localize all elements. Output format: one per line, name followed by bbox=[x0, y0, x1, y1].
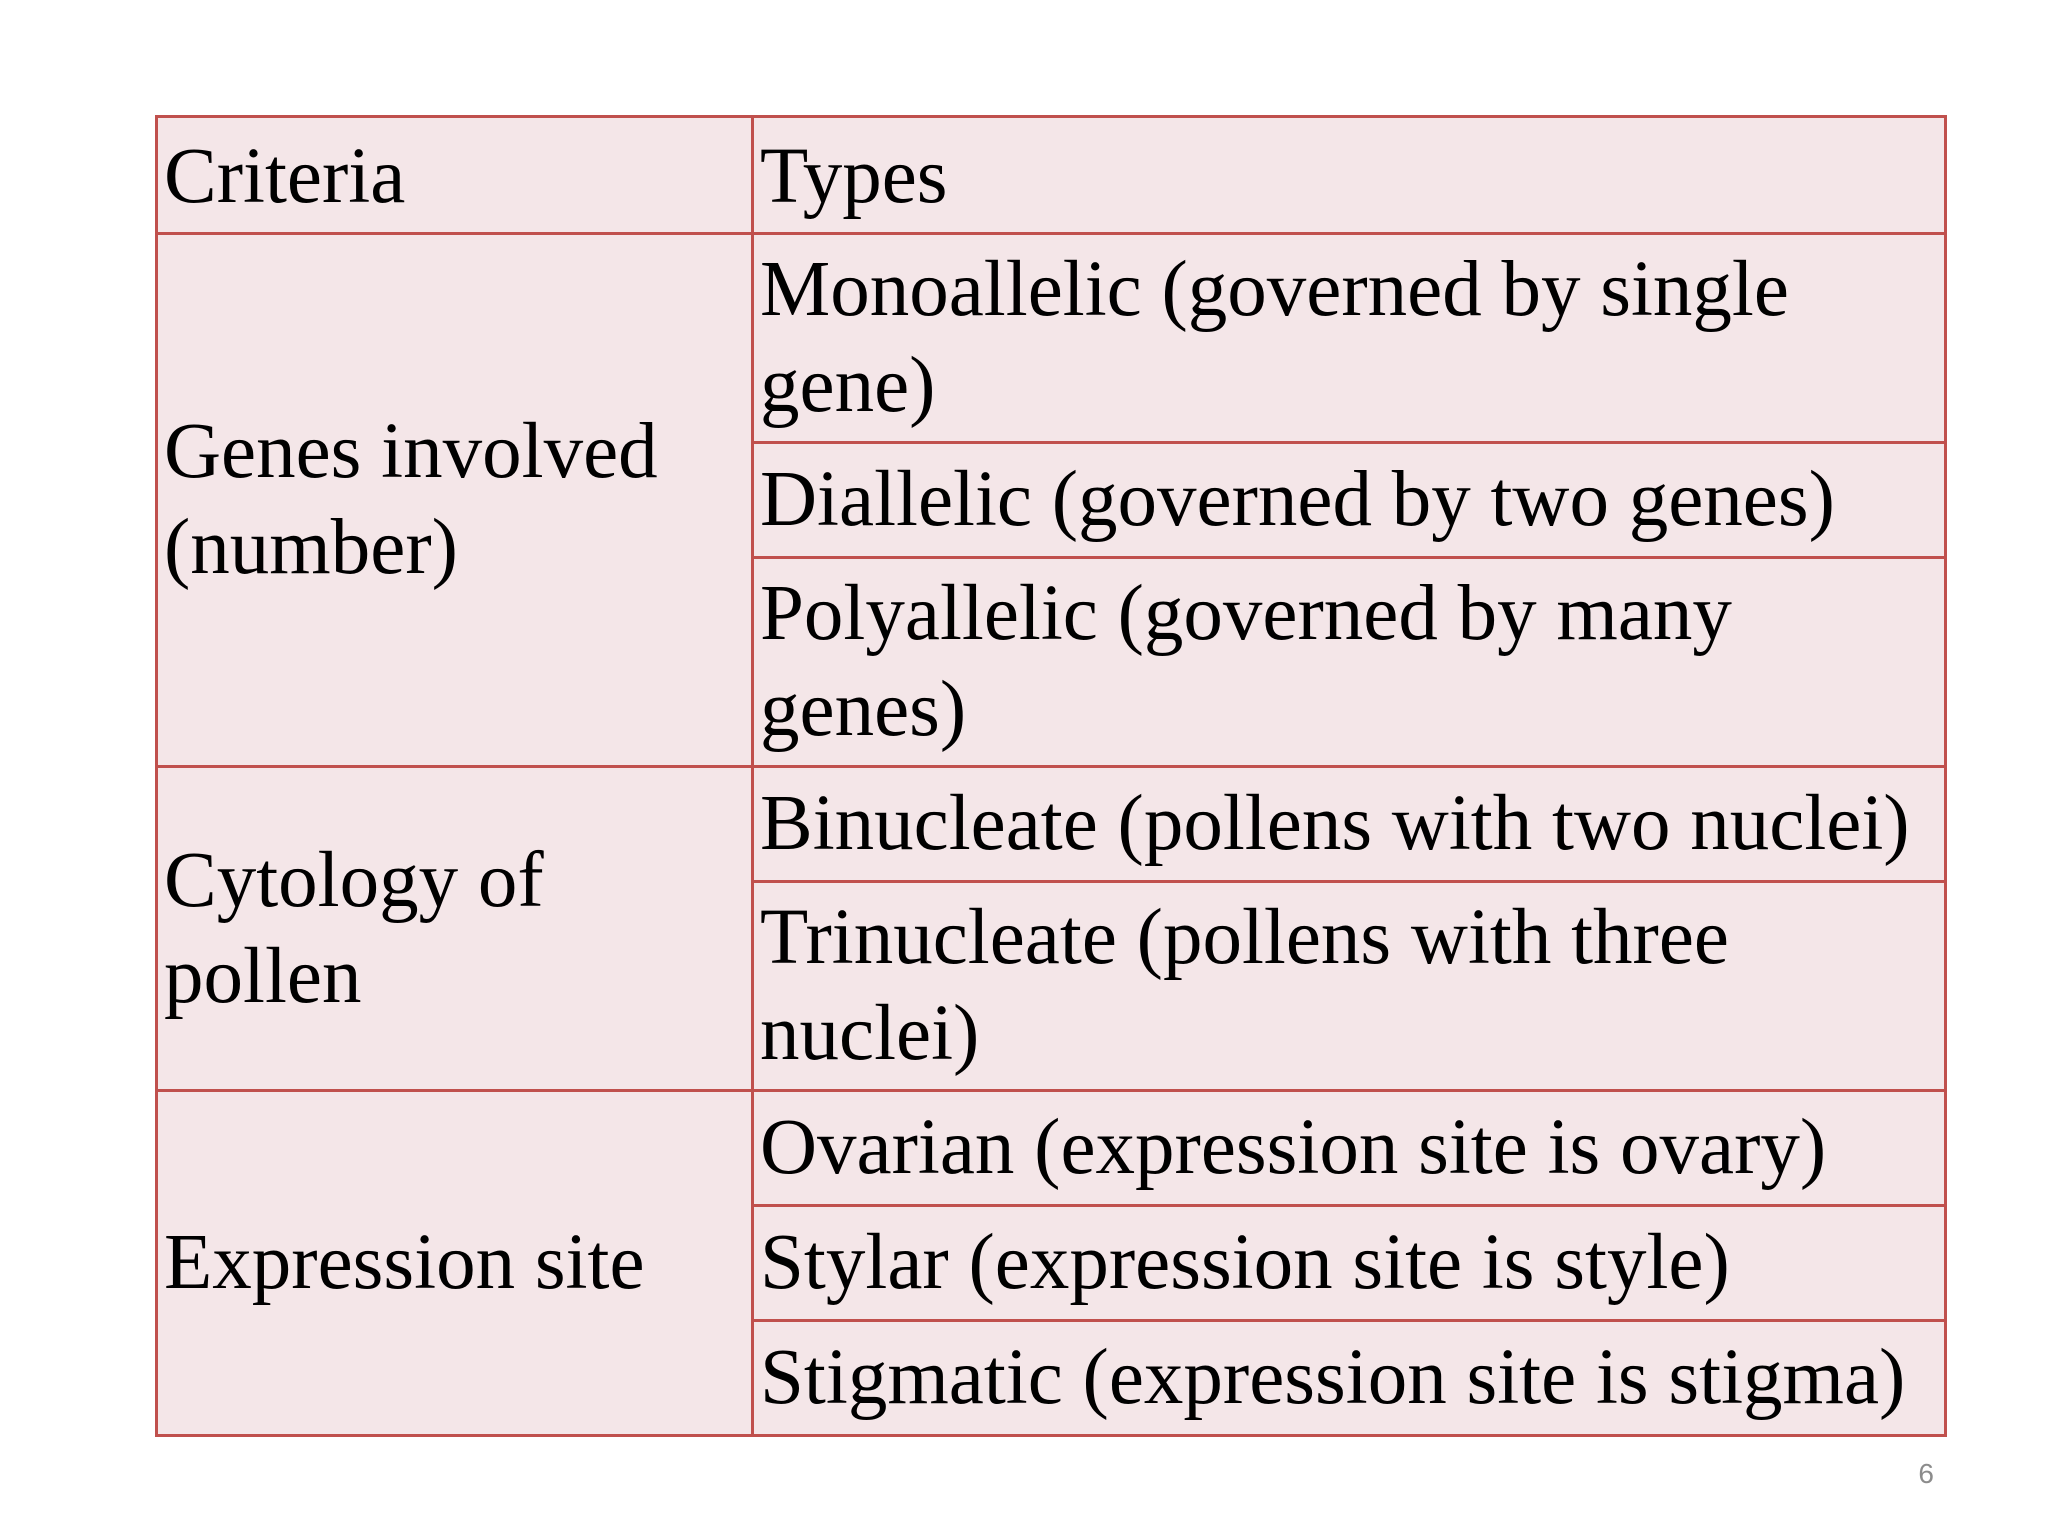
type-cell-diallelic: Diallelic (governed by two genes) bbox=[753, 443, 1946, 558]
header-types: Types bbox=[753, 117, 1946, 234]
type-cell-monoallelic: Monoallelic (governed by single gene) bbox=[753, 234, 1946, 443]
page-number: 6 bbox=[1918, 1458, 1934, 1489]
table-header-row bbox=[157, 117, 1946, 234]
table-row bbox=[157, 234, 1946, 443]
type-cell-trinucleate: Trinucleate (pollens with three nuclei) bbox=[753, 882, 1946, 1091]
table-row bbox=[157, 767, 1946, 882]
criteria-cell-genes-involved: Genes involved (number) bbox=[157, 234, 753, 767]
type-cell-binucleate: Binucleate (pollens with two nuclei) bbox=[753, 767, 1946, 882]
criteria-cell-cytology-of-pollen: Cytology of pollen bbox=[157, 767, 753, 1091]
type-cell-polyallelic: Polyallelic (governed by many genes) bbox=[753, 558, 1946, 767]
header-criteria: Criteria bbox=[157, 117, 753, 234]
type-cell-ovarian: Ovarian (expression site is ovary) bbox=[753, 1091, 1946, 1206]
table-row bbox=[157, 1091, 1946, 1206]
criteria-types-table bbox=[155, 115, 1947, 1437]
type-cell-stylar: Stylar (expression site is style) bbox=[753, 1206, 1946, 1321]
criteria-cell-expression-site: Expression site bbox=[157, 1091, 753, 1436]
type-cell-stigmatic: Stigmatic (expression site is stigma) bbox=[753, 1321, 1946, 1436]
